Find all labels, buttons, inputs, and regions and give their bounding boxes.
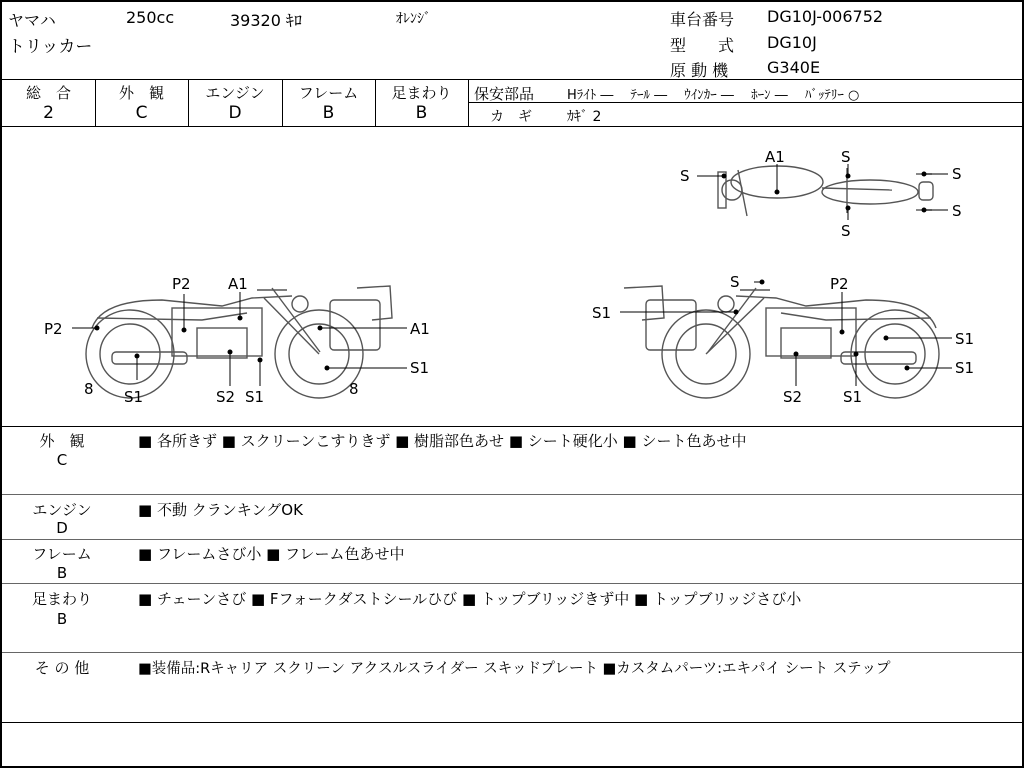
- frame-no: DG10J-006752: [767, 7, 884, 26]
- maker: ヤマハ: [8, 11, 56, 30]
- grade-engine-value: D: [228, 103, 242, 123]
- top-view-bike: [718, 166, 933, 216]
- grade-frame-label: フレーム: [298, 84, 359, 102]
- diagram-label: S: [841, 222, 851, 240]
- remark-engine-grade: D: [56, 519, 68, 537]
- diagram-label: S1: [245, 388, 265, 406]
- diagram-label: P2: [172, 275, 191, 293]
- grade-exterior-value: C: [135, 103, 148, 123]
- key-label: カ ギ: [490, 109, 532, 125]
- divider: [2, 494, 1022, 495]
- divider: [2, 539, 1022, 540]
- grade-overall-label: 総 合: [25, 84, 71, 102]
- divider: [2, 426, 1022, 427]
- color: ｵﾚﾝｼﾞ: [396, 11, 431, 27]
- right-side-bike: [624, 286, 939, 398]
- type-label: 型 式: [670, 36, 735, 55]
- motorcycle-diagram: [2, 128, 1022, 426]
- remark-engine-label: エンジン: [32, 501, 92, 519]
- grade-overall-value: 2: [43, 103, 54, 123]
- key-value: ｶｷﾞ 2: [567, 109, 602, 125]
- diagram-label: A1: [410, 320, 430, 338]
- grade-exterior-label: 外 観: [118, 84, 164, 102]
- remark-frame-label: フレーム: [32, 545, 92, 563]
- remark-exterior-text: ■ 各所きず ■ スクリーンこすりきず ■ 樹脂部色あせ ■ シート硬化小 ■ シート色あせ中: [138, 432, 747, 450]
- type-value: DG10J: [767, 33, 817, 52]
- diagram-label: P2: [830, 275, 849, 293]
- diagram-label: S1: [410, 359, 430, 377]
- divider: [2, 79, 1022, 80]
- diagram-label: S: [680, 167, 690, 185]
- diagram-label: 8: [349, 380, 359, 398]
- diagram-label: S1: [955, 359, 975, 377]
- grade-frame-value: B: [322, 103, 335, 123]
- diagram-label: S: [952, 202, 962, 220]
- remark-engine-text: ■ 不動 クランキングOK: [138, 501, 303, 519]
- diagram-label: S: [841, 148, 851, 166]
- diagram-label: P2: [44, 320, 63, 338]
- divider: [2, 722, 1022, 723]
- mileage: 39320 ｷﾛ: [230, 11, 302, 30]
- remark-other-text: ■装備品:Rキャリア スクリーン アクスルスライダー スキッドプレート ■カスタムパーツ:エキパイ シート ステップ: [138, 661, 891, 677]
- model-name: トリッカー: [8, 37, 93, 57]
- remark-other-label: そ の 他: [34, 659, 90, 677]
- divider: [2, 126, 1022, 127]
- remark-suspension-label: 足まわり: [31, 590, 92, 608]
- remark-suspension-grade: B: [56, 610, 68, 628]
- divider: [2, 583, 1022, 584]
- remark-frame-text: ■ フレームさび小 ■ フレーム色あせ中: [138, 545, 405, 563]
- diagram-label: A1: [228, 275, 248, 293]
- grade-suspension-value: B: [415, 103, 428, 123]
- diagram-label: S1: [124, 388, 144, 406]
- grade-engine-label: エンジン: [205, 84, 265, 102]
- divider: [2, 652, 1022, 653]
- safety-label: 保安部品: [474, 85, 535, 103]
- left-side-bike: [86, 286, 392, 398]
- engine-value: G340E: [767, 58, 821, 77]
- diagram-label: A1: [765, 148, 785, 166]
- diagram-label: S2: [216, 388, 236, 406]
- remark-suspension-text: ■ チェーンさび ■ Fフォークダストシールひび ■ トップブリッジきず中 ■ トップブリッジさび小: [138, 590, 802, 608]
- frame-no-label: 車台番号: [670, 10, 735, 29]
- diagram-label: S: [730, 273, 740, 291]
- remark-exterior-label: 外 観: [39, 432, 85, 450]
- diagram-label: 8: [84, 380, 94, 398]
- diagram-label: S: [952, 165, 962, 183]
- diagram-label: S1: [592, 304, 612, 322]
- safety-items: Hﾗｲﾄ ― ﾃｰﾙ ― ｳｲﾝｶｰ ― ﾎｰﾝ ― ﾊﾞｯﾃﾘｰ ○: [567, 88, 860, 103]
- displacement: 250cc: [126, 8, 175, 27]
- remark-exterior-grade: C: [56, 451, 68, 469]
- remark-frame-grade: B: [56, 564, 68, 582]
- diagram-label: S1: [843, 388, 863, 406]
- diagram-label: S1: [955, 330, 975, 348]
- grade-suspension-label: 足まわり: [391, 84, 452, 102]
- diagram-label: S2: [783, 388, 803, 406]
- engine-label: 原 動 機: [670, 61, 729, 80]
